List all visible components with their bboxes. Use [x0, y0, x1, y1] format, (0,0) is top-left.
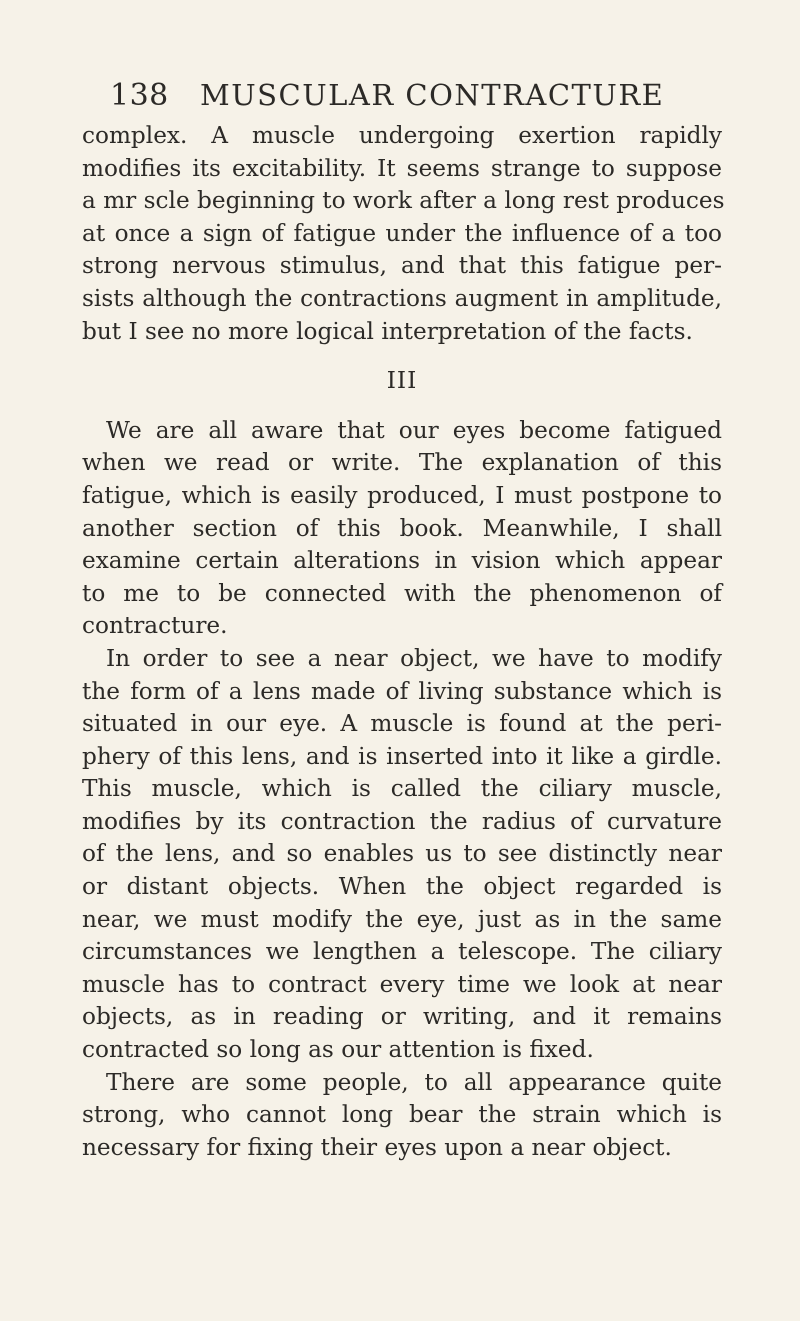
text-line: phery of this lens, and is inserted into it like a girdle.: [82, 742, 722, 770]
text-line: sists although the contractions augment in amplitude,: [82, 284, 722, 312]
text-line: This muscle, which is called the ciliary muscle,: [82, 775, 722, 803]
text-line: There are some people, to all appearance quite: [106, 1068, 722, 1096]
text-line: We are all aware that our eyes become fatigued: [106, 416, 722, 444]
text-line: examine certain alterations in vision which appear: [82, 547, 722, 575]
text-line: a mr scle beginning to work after a long rest produces: [82, 187, 725, 215]
paragraph-4: [82, 1067, 722, 1165]
text-line: modifies by its contraction the radius of curvature: [82, 807, 722, 835]
text-line: or distant objects. When the object regarded is: [82, 873, 722, 901]
text-line: strong nervous stimulus, and that this fatigue per-: [82, 252, 722, 280]
text-line: fatigue, which is easily produced, I must postpone to: [82, 481, 722, 509]
running-head: MUSCULAR CONTRACTURE: [200, 78, 665, 112]
page-number: 138: [110, 78, 169, 113]
text-line: contracted so long as our attention is fixed.: [82, 1036, 594, 1064]
text-line: the form of a lens made of living substance which is: [82, 677, 722, 705]
page-header: [110, 78, 730, 118]
text-line: contracture.: [82, 612, 228, 640]
text-line: at once a sign of fatigue under the influence of a too: [82, 219, 722, 247]
text-line: situated in our eye. A muscle is found at the peri-: [82, 710, 722, 738]
paragraph-3: [82, 643, 722, 1067]
body-text: [82, 120, 725, 1164]
paragraph-1: [82, 120, 725, 348]
text-line: near, we must modify the eye, just as in the same: [82, 905, 722, 933]
text-line: to me to be connected with the phenomenon of: [82, 579, 722, 607]
text-line: necessary for fixing their eyes upon a near object.: [82, 1133, 672, 1161]
text-line: but I see no more logical interpretation of the facts.: [82, 317, 693, 345]
text-line: strong, who cannot long bear the strain which is: [82, 1101, 722, 1129]
text-line: when we read or write. The explanation of this: [82, 449, 722, 477]
text-line: muscle has to contract every time we look at near: [82, 970, 722, 998]
paragraph-2: [82, 415, 722, 643]
text-line: In order to see a near object, we have to modify: [106, 644, 722, 672]
text-line: modifies its excitability. It seems strange to suppose: [82, 154, 722, 182]
text-line: of the lens, and so enables us to see distinctly near: [82, 840, 722, 868]
text-line: circumstances we lengthen a telescope. The ciliary: [82, 938, 722, 966]
text-line: objects, as in reading or writing, and it remains: [82, 1003, 722, 1031]
text-line: complex. A muscle undergoing exertion rapidly: [82, 122, 722, 149]
text-line: another section of this book. Meanwhile, I shall: [82, 514, 722, 542]
section-heading: III: [386, 367, 418, 395]
